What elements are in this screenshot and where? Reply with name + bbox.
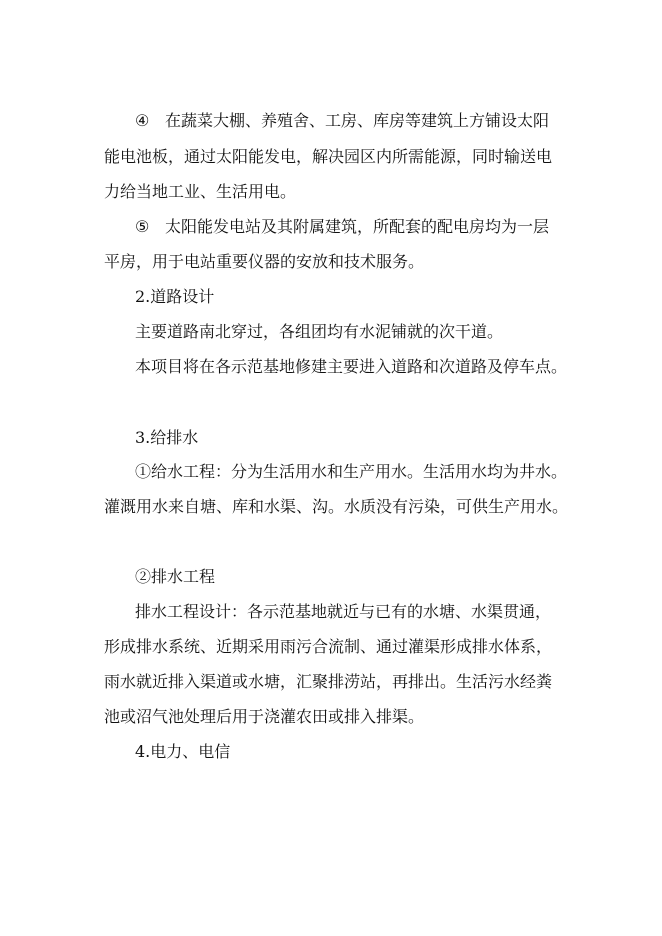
paragraph-solar-line-3: 力给当地工业、生活用电。 [104, 182, 297, 201]
paragraph-water-supply-line-1: ①给水工程：分为生活用水和生产用水。生活用水均为井水。 [135, 462, 568, 481]
paragraph-drainage-line-2: 形成排水系统、近期采用雨污合流制、通过灌渠形成排水体系， [104, 637, 553, 656]
item-marker-5: ⑤ [135, 217, 150, 236]
section-heading-road: 2.道路设计 [135, 287, 215, 306]
paragraph-solar-line-2: 能电池板，通过太阳能发电，解决园区内所需能源，同时输送电 [104, 147, 553, 166]
paragraph-water-supply-line-2: 灌溉用水来自塘、库和水渠、沟。水质没有污染，可供生产用水。 [104, 497, 569, 516]
section-heading-water: 3.给排水 [135, 428, 199, 447]
item-marker-4: ④ [135, 111, 150, 130]
paragraph-drainage-line-4: 池或沼气池处理后用于浇灌农田或排入排渠。 [104, 707, 425, 726]
paragraph-drainage-line-1: 排水工程设计：各示范基地就近与已有的水塘、水渠贯通， [135, 602, 552, 621]
paragraph-road-main: 主要道路南北穿过，各组团均有水泥铺就的次干道。 [135, 322, 504, 341]
section-heading-power: 4.电力、电信 [135, 742, 231, 761]
paragraph-solar-line-1: ④ 在蔬菜大棚、养殖舍、工房、库房等建筑上方铺设太阳 [135, 111, 550, 130]
paragraph-road-project: 本项目将在各示范基地修建主要进入道路和次道路及停车点。 [135, 357, 568, 376]
paragraph-station-line-1: ⑤ 太阳能发电站及其附属建筑，所配套的配电房均为一层 [135, 217, 550, 236]
paragraph-drainage-line-3: 雨水就近排入渠道或水塘，汇聚排涝站，再排出。生活污水经粪 [104, 672, 553, 691]
section-heading-drainage: ②排水工程 [135, 567, 216, 586]
paragraph-station-line-2: 平房，用于电站重要仪器的安放和技术服务。 [104, 252, 425, 271]
